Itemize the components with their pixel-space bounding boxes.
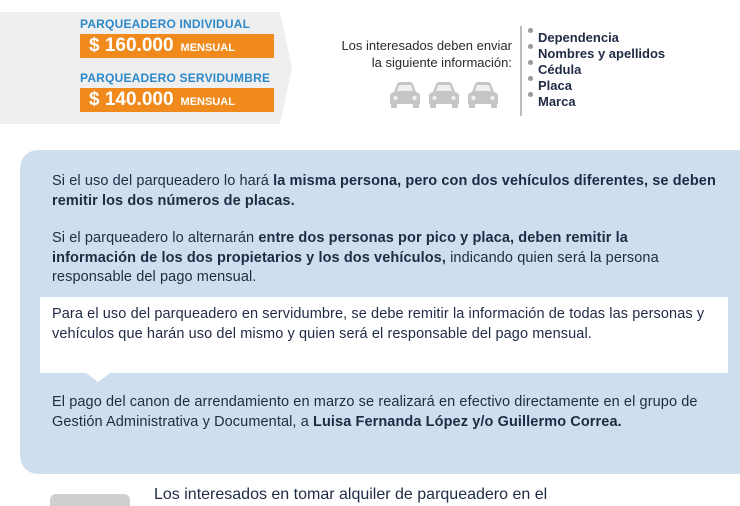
list-item: Placa [528, 78, 665, 94]
car-icon [388, 80, 422, 110]
requirements-intro-line2: la siguiente información: [371, 55, 512, 70]
paragraph-servidumbre: Para el uso del parqueadero en servidumbre, se debe remitir la información de todas las personas y vehículos que harán uso del mismo y quien será el responsable del pago mensual. [52, 306, 705, 342]
servidumbre-price-box [80, 88, 274, 112]
car-icons [388, 80, 500, 110]
callout-tail [86, 373, 110, 382]
list-item: Dependencia [528, 30, 665, 46]
bullet-icon [528, 76, 533, 81]
paragraph-alternating: Si el parqueadero lo alternarán entre dos personas por pico y placa, deben remitir la información de los dos propietarios y los dos vehículos, indicando quien será la persona responsable del pago mensual. [52, 230, 659, 285]
servidumbre-price-amount: $ 140.000 [89, 89, 174, 110]
list-item: Nombres y apellidos [528, 46, 665, 62]
requirements-intro [306, 37, 512, 71]
individual-price-amount: $ 160.000 [89, 35, 174, 56]
paragraph-same-person: Si el uso del parqueadero lo hará la misma persona, pero con dos vehículos diferentes, se deben remitir los dos números de placas. [52, 173, 716, 209]
bottom-text: Los interesados en tomar alquiler de parqueadero en el [154, 486, 548, 503]
list-item: Marca [528, 94, 665, 110]
paragraph-payment: El pago del canon de arrendamiento en marzo se realizará en efectivo directamente en el grupo de Gestión Administrativa y Documental, a Luisa Fernanda López y/o Guillermo Correa. [52, 394, 698, 430]
bullet-icon [528, 44, 533, 49]
bottom-tab [50, 494, 130, 506]
car-icon [466, 80, 500, 110]
bullet-icon [528, 92, 533, 97]
requirements-list [528, 26, 665, 110]
bullet-icon [528, 28, 533, 33]
vertical-divider [520, 26, 522, 116]
car-icon [427, 80, 461, 110]
servidumbre-price-period: MENSUAL [180, 95, 235, 108]
individual-price-label: PARQUEADERO INDIVIDUAL [80, 17, 251, 31]
servidumbre-price-label: PARQUEADERO SERVIDUMBRE [80, 71, 271, 85]
individual-price-period: MENSUAL [180, 41, 235, 54]
list-item: Cédula [528, 62, 665, 78]
requirements-intro-line1: Los interesados deben enviar [341, 38, 512, 53]
individual-price-box [80, 34, 274, 58]
bullet-icon [528, 60, 533, 65]
